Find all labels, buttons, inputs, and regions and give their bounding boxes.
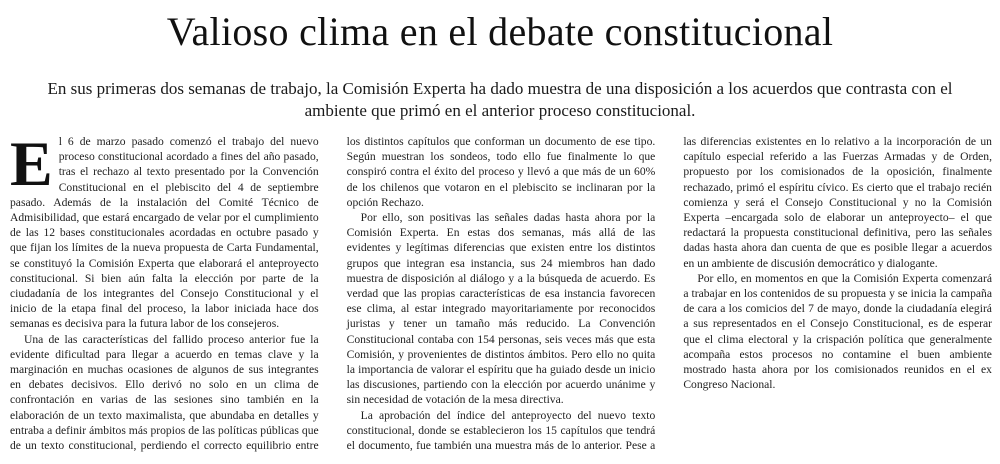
- body-paragraph-3: Por ello, son positivas las señales dadas hasta ahora por la Comisión Experta. En estas dos semanas, más allá de las evidentes y legítimas diferencias que existen entre los distintos grupos que integran esa instancia, sus 24 miembros han dado muestra de disposición al diálogo y a la búsqueda de acuerdo. Es verdad que las propias características de esa instancia favorecen ese clima, al estar integrado mayoritariamente por reconocidos juristas y tener un tamaño más reducido. La Convención Constitucional contaba con 154 personas, seis veces más que esta Comisión, y provenientes de distintos ámbitos. Pero ello no quita la importancia de valorar el espíritu que ha guiado desde un inicio las discusiones, partiendo con la elección por acuerdo unánime y sin necesidad de votación de la mesa directiva.: [346, 211, 656, 407]
- lead-paragraph: En sus primeras dos semanas de trabajo, la Comisión Experta ha dado muestra de una disposición a los acuerdos que contrasta con el ambiente que primó en el anterior proceso constitucional.: [47, 79, 953, 120]
- body-paragraph-1: [10, 128, 319, 332]
- body-paragraph-4: La aprobación del índice del anteproyecto del nuevo texto constitucional, donde se establecieron los 15 capítulos que tendrá el documento, fue también una muestra más de lo anterior. Pese a las diferencias existentes en lo relativo a la incorporación de un capítulo especial referido a las Fuerzas Armadas y de Orden, propuesto por los comisionados de la oposición, finalmente rechazado, primó el espíritu cívico. Es cierto que el trabajo recién comienza y será el Consejo Constitucional y no la Comisión Experta –encargada solo de elaborar un anteproyecto– el que redactará la propuesta constitucional definitiva, pero las señales dadas hasta ahora dan cuenta de que es posible llegar a acuerdos en un ambiente de discusión democrático y dialogante.: [346, 135, 992, 453]
- article-body: [10, 128, 992, 464]
- body-paragraph-5: Por ello, en momentos en que la Comisión Experta comenzará a trabajar en los contenidos de su propuesta y se inicia la campaña de cara a los comicios del 7 de mayo, donde la ciudadanía elegirá a sus representados en el Consejo Constitucional, es de esperar que el clima electoral y la crispación política que generalmente acompaña estos procesos no contamine el buen ambiente mostrado hasta ahora por los comisionados reunidos en el ex Congreso Nacional.: [683, 271, 992, 392]
- headline: Valioso clima en el debate constitucional: [166, 9, 834, 54]
- body-paragraph-2: Una de las características del fallido proceso anterior fue la evidente dificultad para llegar a acuerdo en temas clave y la marginación en muchas ocasiones de algunos de sus integrantes en debates decisivos. Ello derivó no solo en un clima de confrontación en varias de las sesiones sino también en la elaboración de un texto maximalista, que abundaba en detalles y entraba a definir ámbitos más propios de las políticas públicas que de un texto constitucional, perdiendo el correcto equilibrio entre los distintos capítulos que conforman un documento de ese tipo. Según muestran los sondeos, todo ello fue finalmente lo que conspiró contra el éxito del proceso y llevó a que más de un 60% de los chilenos que votaron en el plebiscito se inclinaran por la opción Rechazo.: [10, 135, 656, 453]
- body-paragraph-1-text: l 6 de marzo pasado comenzó el trabajo del nuevo proceso constitucional acordado a fines del año pasado, tras el rechazo al texto presentado por la Convención Constitucional en el plebiscito del 4 de septiembre pasado. Además de la instalación del Comité Técnico de Admisibilidad, que estará encargado de velar por el cumplimiento de las 12 bases constitucionales acordadas en octubre pasado y que fijan los límites de la nueva propuesta de Carta Fundamental, se constituyó la Comisión Experta que elaborará el anteproyecto constitucional. Si bien aún falta la elección por parte de la ciudadanía de los integrantes del Consejo Constitucional y el inicio de la etapa final del proceso, la labor iniciada hace dos semanas es decisiva para la futura labor de los consejeros.: [10, 135, 319, 331]
- drop-cap: E: [10, 128, 53, 199]
